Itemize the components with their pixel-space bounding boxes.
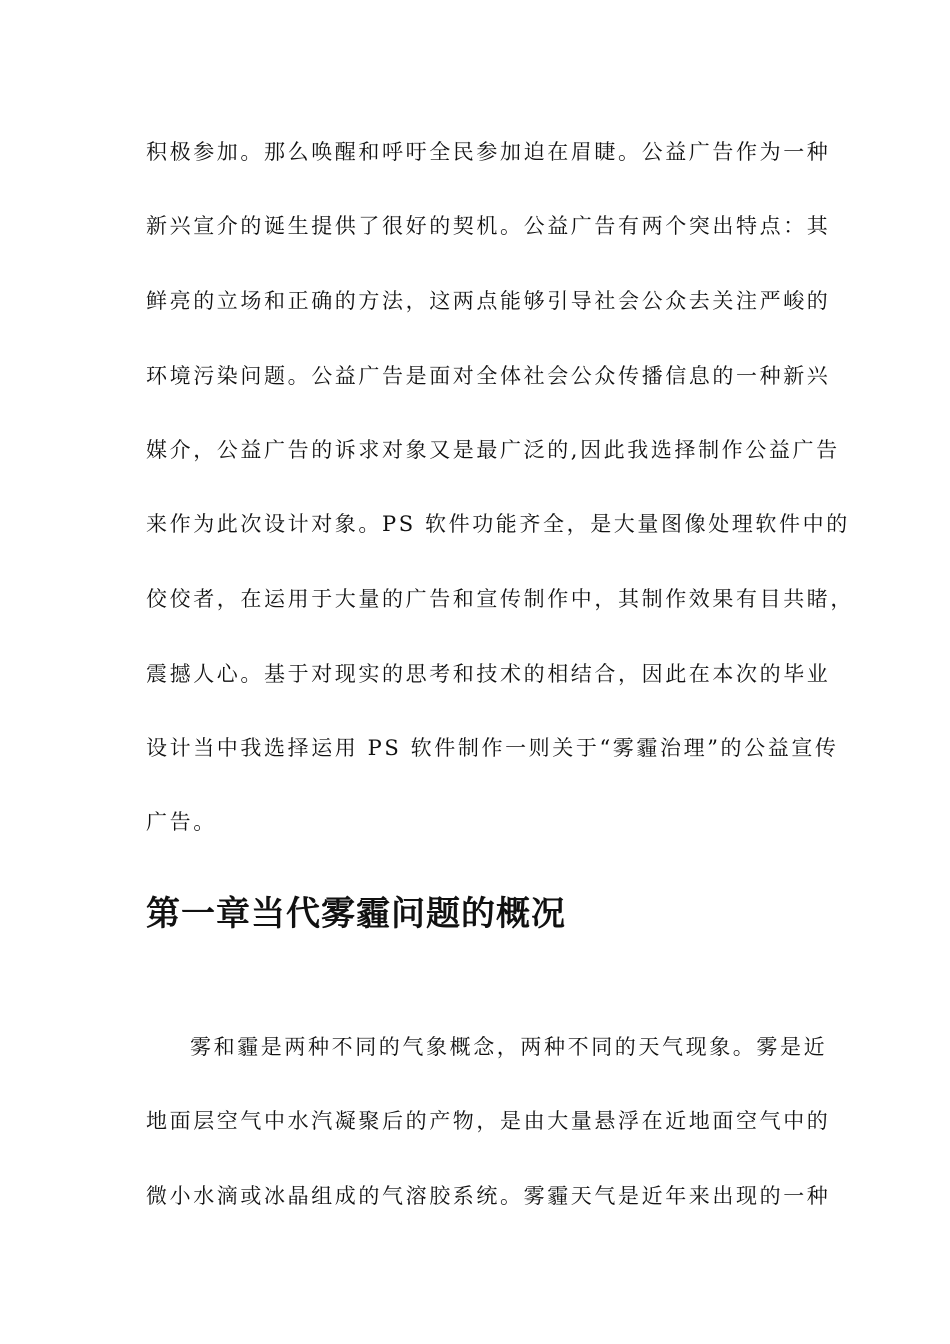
paragraph-line: 环境污染问题。公益广告是面对全体社会公众传播信息的一种新兴 (146, 364, 831, 388)
paragraph-line: 微小水滴或冰晶组成的气溶胶系统。雾霾天气是近年来出现的一种 (146, 1184, 831, 1208)
paragraph-line: 媒介，公益广告的诉求对象又是最广泛的,因此我选择制作公益广告 (146, 438, 840, 462)
paragraph-line: 广告。 (146, 810, 217, 834)
paragraph-line: 设计当中我选择运用 PS 软件制作一则关于“雾霾治理”的公益宣传 (146, 736, 839, 760)
paragraph-line-indented (146, 1033, 828, 1061)
chapter-heading: 第一章当代雾霾问题的概况 (146, 894, 566, 934)
paragraph-line: 来作为此次设计对象。PS 软件功能齐全，是大量图像处理软件中的 (146, 512, 850, 536)
paragraph-line-text: 雾和霾是两种不同的气象概念，两种不同的天气现象。雾是近 (190, 1035, 828, 1059)
paragraph-line: 地面层空气中水汽凝聚后的产物，是由大量悬浮在近地面空气中的 (146, 1109, 831, 1133)
paragraph-line: 鲜亮的立场和正确的方法，这两点能够引导社会公众去关注严峻的 (146, 289, 831, 313)
paragraph-line: 震撼人心。基于对现实的思考和技术的相结合，因此在本次的毕业 (146, 662, 831, 686)
paragraph-line: 积极参加。那么唤醒和呼吁全民参加迫在眉睫。公益广告作为一种 (146, 140, 831, 164)
paragraph-line: 佼佼者，在运用于大量的广告和宣传制作中，其制作效果有目共睹， (146, 587, 854, 611)
paragraph-line: 新兴宣介的诞生提供了很好的契机。公益广告有两个突出特点：其 (146, 214, 831, 238)
